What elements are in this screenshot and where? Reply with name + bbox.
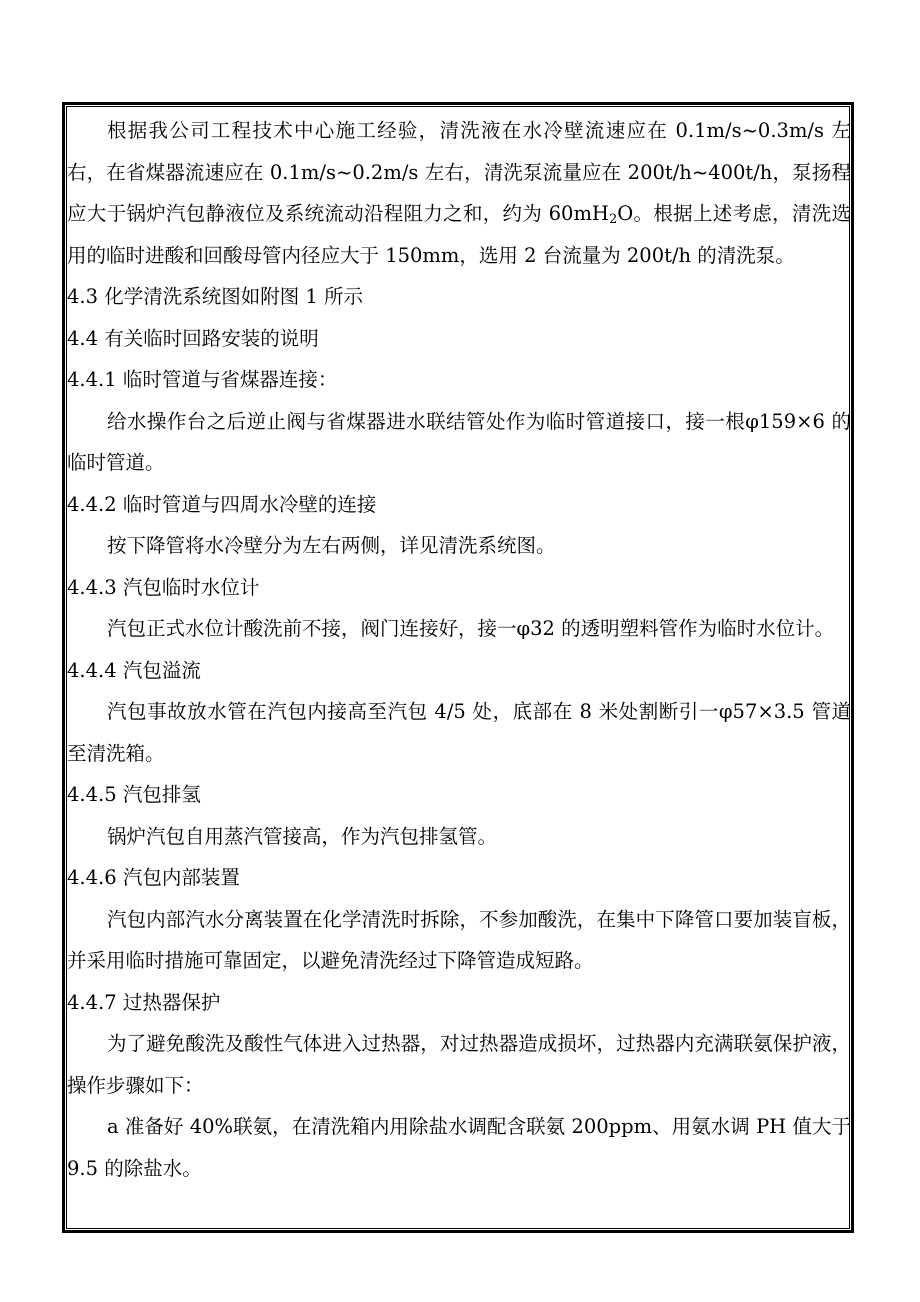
heading-4-4: 4.4 有关临时回路安装的说明	[67, 326, 319, 350]
heading-4-4-3: 4.4.3 汽包临时水位计	[67, 575, 260, 599]
paragraph-4-4-7: 为了避免酸洗及酸性气体进入过热器，对过热器造成损坏，过热器内充满联氨保护液，操作步骤如下：	[67, 1032, 851, 1097]
paragraph-flow-rate-part1: 根据我公司工程技术中心施工经验，清洗液在水冷壁流速应在 0.1m/s~0.3m/s 左右，在省煤器流速应在 0.1m/s~0.2m/s 左右，清洗泵流量应在 200t/h~400t/h，泵扬程应大于锅炉汽包静液位及系统流动沿程阻力之和，约为 60mH	[67, 119, 851, 225]
paragraph-4-4-1: 给水操作台之后逆止阀与省煤器进水联结管处作为临时管道接口，接一根φ159×6 的临时管道。	[67, 409, 851, 474]
heading-4-4-4: 4.4.4 汽包溢流	[67, 658, 201, 682]
subscript-2: 2	[608, 212, 618, 227]
document-body	[67, 110, 851, 1189]
heading-4-3: 4.3 化学清洗系统图如附图 1 所示	[67, 285, 364, 308]
heading-4-4-1: 4.4.1 临时管道与省煤器连接：	[67, 368, 338, 391]
paragraph-4-4-6: 汽包内部汽水分离装置在化学清洗时拆除，不参加酸洗，在集中下降管口要加装盲板，并采用临时措施可靠固定，以避免清洗经过下降管造成短路。	[67, 907, 851, 972]
paragraph-flow-rate	[67, 110, 851, 276]
paragraph-4-4-2: 按下降管将水冷壁分为左右两侧，详见清洗系统图。	[107, 534, 556, 557]
heading-4-4-6: 4.4.6 汽包内部装置	[67, 866, 240, 889]
paragraph-4-4-3: 汽包正式水位计酸洗前不接，阀门连接好，接一φ32 的透明塑料管作为临时水位计。	[107, 617, 835, 640]
paragraph-4-4-5: 锅炉汽包自用蒸汽管接高，作为汽包排氢管。	[107, 824, 498, 848]
heading-4-4-5: 4.4.5 汽包排氢	[67, 783, 201, 806]
heading-4-4-2: 4.4.2 临时管道与四周水冷壁的连接	[67, 492, 377, 516]
paragraph-4-4-4: 汽包事故放水管在汽包内接高至汽包 4/5 处，底部在 8 米处割断引一φ57×3.5 管道至清洗箱。	[67, 700, 851, 765]
paragraph-4-4-7-step-a: a 准备好 40%联氨，在清洗箱内用除盐水调配含联氨 200ppm、用氨水调 PH 值大于 9.5 的除盐水。	[67, 1115, 851, 1180]
heading-4-4-7: 4.4.7 过热器保护	[67, 990, 221, 1014]
paragraph-flow-rate-part2: O。根据上述考虑，清洗选用的临时进酸和回酸母管内径应大于 150mm，选用 2 台流量为 200t/h 的清洗泵。	[67, 202, 851, 267]
